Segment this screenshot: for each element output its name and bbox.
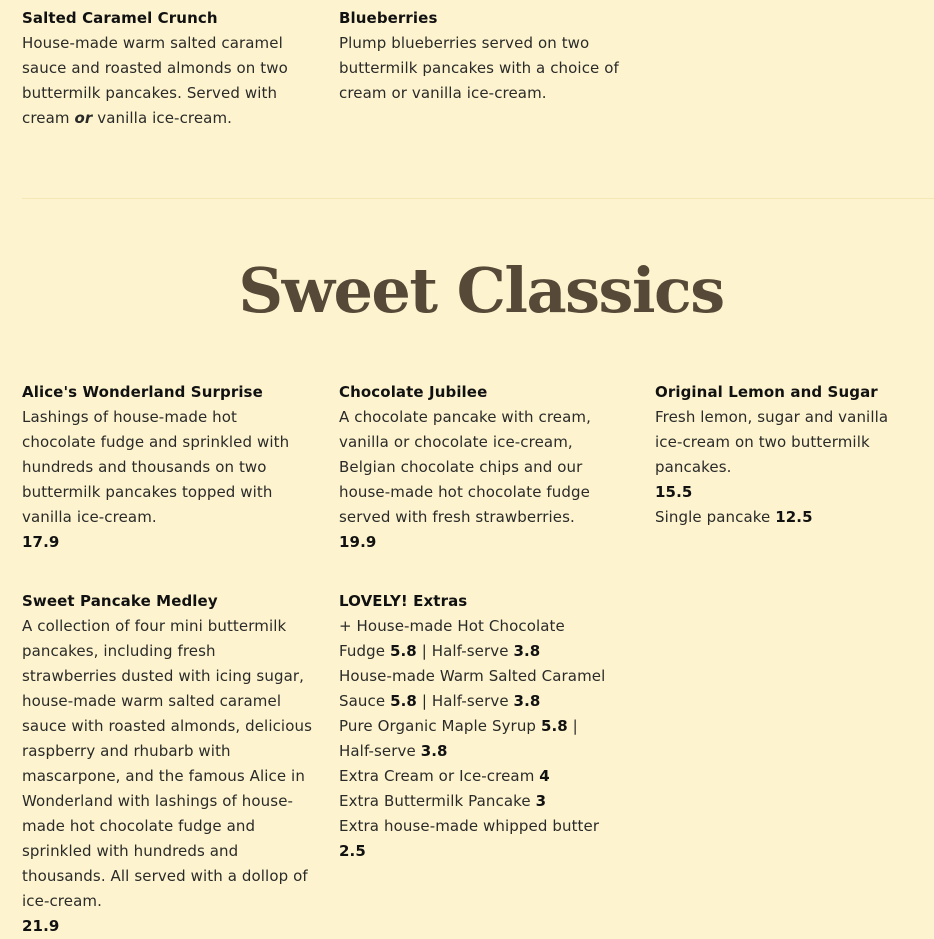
section-title: Sweet Classics [238, 254, 724, 327]
item-price: 15.5 [655, 483, 693, 501]
item-description: A chocolate pancake with cream, vanilla or chocolate ice-cream, Belgian chocolate chips and our house-made hot chocolate fudge served with fresh strawberries. [339, 408, 592, 526]
extra-line [339, 814, 614, 864]
extra-price: 5.8 [540, 717, 568, 735]
item-price: 19.9 [339, 533, 377, 551]
item-description-text: vanilla ice-cream. [92, 109, 233, 127]
menu-item-sweet-pancake-medley [22, 589, 312, 939]
single-pancake-price: 12.5 [775, 508, 813, 526]
extra-price: 4 [539, 767, 550, 785]
menu-item-alices-wonderland-surprise [22, 380, 300, 555]
item-title: Chocolate Jubilee [339, 383, 488, 401]
menu-item-lovely-extras [339, 589, 614, 864]
extras-list [339, 614, 614, 864]
item-title: Blueberries [339, 9, 438, 27]
extra-label: Pure Organic Maple Syrup [339, 717, 537, 735]
extra-label: + House-made Hot Chocolate Fudge [339, 617, 565, 660]
extra-line: House-made Warm Salted Caramel Sauce 5.8 | Half-serve 3.8 [339, 667, 606, 710]
item-price: 17.9 [22, 533, 60, 551]
menu-item-salted-caramel-crunch [22, 6, 292, 131]
extra-half-label: Half-serve [431, 642, 509, 660]
item-description [22, 31, 292, 131]
menu-item-original-lemon-and-sugar [655, 380, 920, 530]
item-description: Lashings of house-made hot chocolate fudge and sprinkled with hundreds and thousands on two buttermilk pancakes topped with vanilla ice-cream. [22, 408, 290, 526]
extra-label: Extra house-made whipped butter [339, 817, 600, 835]
item-description: A collection of four mini buttermilk pancakes, including fresh strawberries dusted with icing sugar, house-made warm salted caramel sauce with roasted almonds, delicious raspberry and rhubarb with mascarpone, and the famous Alice in Wonderland with lashings of house-made hot chocolate fudge and sprinkled with hundreds and thousands. All served with a dollop of ice-cream. [22, 617, 312, 910]
item-price: 21.9 [22, 917, 60, 935]
item-description: Fresh lemon, sugar and vanilla ice-cream on two buttermilk pancakes. [655, 408, 889, 476]
extra-half-price: 3.8 [513, 642, 541, 660]
extra-half-price: 3.8 [420, 742, 448, 760]
menu-item-chocolate-jubilee [339, 380, 629, 555]
item-title: Sweet Pancake Medley [22, 592, 218, 610]
extra-half-label: Half-serve [339, 742, 416, 760]
item-title: LOVELY! Extras [339, 592, 468, 610]
item-title: Original Lemon and Sugar [655, 383, 878, 401]
extra-line [339, 764, 614, 789]
extra-price: 3 [535, 792, 547, 810]
extra-label: House-made Warm Salted Caramel Sauce [339, 667, 606, 710]
item-description-text: House-made warm salted caramel sauce and roasted almonds on two buttermilk pancakes. Served with cream [22, 34, 288, 127]
menu-item-blueberries [339, 6, 619, 106]
extra-line: Pure Organic Maple Syrup 5.8 | Half-serve 3.8 [339, 717, 578, 760]
item-title: Salted Caramel Crunch [22, 9, 218, 27]
emphasis-or: or [74, 109, 93, 127]
extra-price: 5.8 [390, 692, 417, 710]
section-divider [22, 198, 934, 199]
item-title: Alice's Wonderland Surprise [22, 383, 263, 401]
extra-line: + House-made Hot Chocolate Fudge 5.8 | Half-serve 3.8 [339, 617, 565, 660]
extra-half-price: 3.8 [513, 692, 541, 710]
single-pancake-line [655, 505, 920, 530]
extra-line [339, 789, 614, 814]
single-pancake-label: Single pancake [655, 508, 771, 526]
item-description: Plump blueberries served on two buttermilk pancakes with a choice of cream or vanilla ice-cream. [339, 34, 619, 102]
extra-price: 2.5 [339, 842, 366, 860]
extra-label: Extra Buttermilk Pancake [339, 792, 531, 810]
extra-price: 5.8 [389, 642, 417, 660]
extra-half-label: Half-serve [431, 692, 509, 710]
extra-label: Extra Cream or Ice-cream [339, 767, 535, 785]
